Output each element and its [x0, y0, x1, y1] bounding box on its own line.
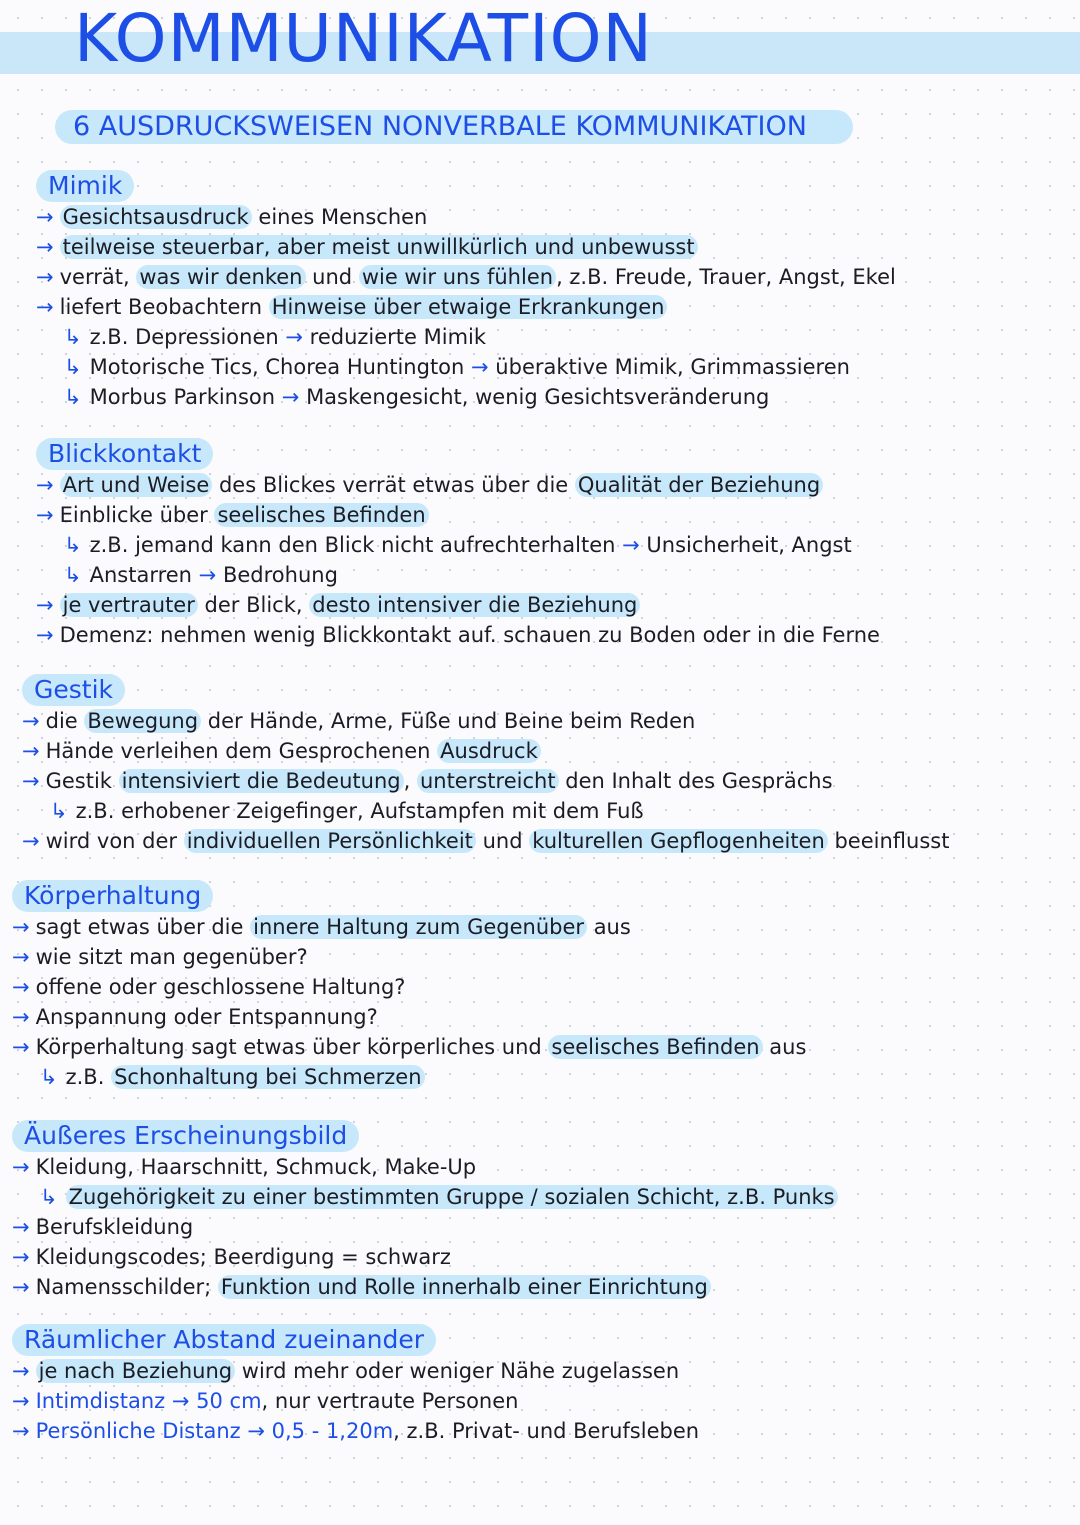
arrow-right-icon: → [36, 235, 54, 259]
hook-arrow-icon: ↳ [50, 799, 68, 823]
note-line [36, 620, 880, 650]
arrow-right-icon: → [12, 1005, 30, 1029]
note-line [12, 1386, 699, 1416]
note-text: Motorische Tics, Chorea Huntington [89, 355, 472, 379]
note-text: den Inhalt des Gesprächs [558, 769, 833, 793]
note-line [12, 1356, 699, 1386]
section-koerperhaltung [12, 880, 806, 1092]
note-line [22, 826, 949, 856]
arrow-right-icon: → [12, 945, 30, 969]
note-text: Namensschilder; [35, 1275, 218, 1299]
note-text: Anspannung oder Entspannung? [35, 1005, 378, 1029]
note-text: reduzierte Mimik [302, 325, 487, 349]
hook-arrow-icon: ↳ [64, 533, 82, 557]
note-text: z.B. erhobener Zeigefinger, Aufstampfen mit dem Fuß [75, 799, 644, 823]
section-heading: Äußeres Erscheinungsbild [12, 1120, 359, 1152]
highlighted-text: je vertrauter [60, 593, 198, 617]
note-line [36, 500, 880, 530]
note-text: , z.B. Freude, Trauer, Angst, Ekel [556, 265, 896, 289]
section-heading: Gestik [22, 674, 125, 706]
highlighted-text: innere Haltung zum Gegenüber [250, 915, 587, 939]
note-text: → [622, 533, 640, 557]
arrow-right-icon: → [22, 739, 40, 763]
note-text: z.B. Depressionen [89, 325, 286, 349]
note-line [12, 942, 806, 972]
section-lines [36, 470, 880, 650]
note-text: Anstarren [89, 563, 199, 587]
arrow-right-icon: → [12, 915, 30, 939]
note-text: Demenz: nehmen wenig Blickkontakt auf. schauen zu Boden oder in die Ferne [59, 623, 880, 647]
note-text: Maskengesicht, wenig Gesichtsveränderung [299, 385, 770, 409]
note-subline [12, 1062, 806, 1092]
note-text: Persönliche Distanz → 0,5 - 1,20m [35, 1419, 394, 1443]
note-text: Unsicherheit, Angst [639, 533, 852, 557]
highlighted-text: wie wir uns fühlen [359, 265, 556, 289]
note-text: und [475, 829, 530, 853]
note-line [12, 1152, 838, 1182]
section-lines [22, 706, 949, 856]
note-line [36, 232, 896, 262]
note-text: z.B. [65, 1065, 112, 1089]
note-text: liefert Beobachtern [59, 295, 269, 319]
highlighted-text: seelisches Befinden [548, 1035, 762, 1059]
arrow-right-icon: → [12, 1419, 30, 1443]
section-aeusseres-erscheinungsbild [12, 1120, 838, 1302]
note-subline [22, 796, 949, 826]
section-lines [36, 202, 896, 412]
hook-arrow-icon: ↳ [40, 1065, 58, 1089]
note-text: Morbus Parkinson [89, 385, 282, 409]
highlighted-text: was wir denken [136, 265, 305, 289]
note-line [36, 202, 896, 232]
note-subline [36, 322, 896, 352]
highlighted-text: Qualität der Beziehung [575, 473, 823, 497]
note-text: Kleidungscodes; Beerdigung = schwarz [35, 1245, 451, 1269]
arrow-right-icon: → [12, 1155, 30, 1179]
arrow-right-icon: → [22, 709, 40, 733]
note-text: Hände verleihen dem Gesprochenen [45, 739, 438, 763]
note-line [22, 766, 949, 796]
note-text: , [403, 769, 417, 793]
note-text: sagt etwas über die [35, 915, 251, 939]
highlighted-text: kulturellen Gepflogenheiten [529, 829, 828, 853]
arrow-right-icon: → [12, 1215, 30, 1239]
hook-arrow-icon: ↳ [64, 385, 82, 409]
section-heading: Räumlicher Abstand zueinander [12, 1324, 436, 1356]
highlighted-text: je nach Beziehung [36, 1359, 236, 1383]
arrow-right-icon: → [22, 829, 40, 853]
arrow-right-icon: → [22, 769, 40, 793]
highlighted-text: unterstreicht [417, 769, 559, 793]
arrow-right-icon: → [36, 295, 54, 319]
section-gestik [22, 674, 949, 856]
note-text: → [198, 563, 217, 587]
note-line [36, 262, 896, 292]
note-text: z.B. jemand kann den Blick nicht aufrechterhalten [89, 533, 623, 557]
note-text: die [45, 709, 85, 733]
note-line [36, 590, 880, 620]
hook-arrow-icon: ↳ [64, 325, 82, 349]
note-text: des Blickes verrät etwas über die [212, 473, 575, 497]
note-line [12, 972, 806, 1002]
note-text: → [285, 325, 303, 349]
note-line [22, 706, 949, 736]
highlighted-text: seelisches Befinden [214, 503, 428, 527]
section-lines [12, 1356, 699, 1446]
note-line [12, 1002, 806, 1032]
arrow-right-icon: → [36, 503, 54, 527]
section-lines [12, 912, 806, 1092]
section-blickkontakt [36, 438, 880, 650]
note-text: aus [587, 915, 631, 939]
highlighted-text: Bewegung [84, 709, 201, 733]
note-text: , z.B. Privat- und Berufsleben [393, 1419, 700, 1443]
note-line [36, 292, 896, 322]
note-text: , nur vertraute Personen [261, 1389, 519, 1413]
arrow-right-icon: → [36, 265, 54, 289]
section-mimik [36, 170, 896, 412]
arrow-right-icon: → [12, 1359, 30, 1383]
arrow-right-icon: → [12, 1035, 30, 1059]
note-text: eines Menschen [251, 205, 428, 229]
note-subline [36, 352, 896, 382]
note-line [12, 1416, 699, 1446]
note-text: Einblicke über [59, 503, 215, 527]
note-text: Gestik [45, 769, 119, 793]
arrow-right-icon: → [12, 1275, 30, 1299]
note-text: wird von der [45, 829, 184, 853]
hook-arrow-icon: ↳ [64, 563, 82, 587]
section-raeumlicher-abstand [12, 1324, 699, 1446]
note-text: Bedrohung [216, 563, 338, 587]
section-heading: Körperhaltung [12, 880, 213, 912]
hook-arrow-icon: ↳ [64, 355, 82, 379]
page-subtitle: 6 AUSDRUCKSWEISEN NONVERBALE KOMMUNIKATION [55, 110, 853, 144]
arrow-right-icon: → [36, 473, 54, 497]
note-text: Körperhaltung sagt etwas über körperliches und [35, 1035, 549, 1059]
note-text: wie sitzt man gegenüber? [35, 945, 308, 969]
note-text: Berufskleidung [35, 1215, 194, 1239]
note-line [36, 470, 880, 500]
note-text: überaktive Mimik, Grimmassieren [488, 355, 850, 379]
highlighted-text: Ausdruck [437, 739, 541, 763]
highlighted-text: Zugehörigkeit zu einer bestimmten Gruppe / sozialen Schicht, z.B. Punks [66, 1185, 838, 1209]
note-text: aus [762, 1035, 807, 1059]
highlighted-text: Funktion und Rolle innerhalb einer Einrichtung [218, 1275, 711, 1299]
note-text: Kleidung, Haarschnitt, Schmuck, Make-Up [35, 1155, 477, 1179]
note-text: und [305, 265, 359, 289]
highlighted-text: teilweise steuerbar, aber meist unwillkürlich und unbewusst [60, 235, 698, 259]
note-line [12, 1272, 838, 1302]
note-text: der Hände, Arme, Füße und Beine beim Reden [201, 709, 696, 733]
note-subline [36, 560, 880, 590]
arrow-right-icon: → [12, 975, 30, 999]
arrow-right-icon: → [12, 1245, 30, 1269]
highlighted-text: Art und Weise [60, 473, 213, 497]
arrow-right-icon: → [36, 593, 54, 617]
page-title: KOMMUNIKATION [74, 0, 653, 77]
highlighted-text: Hinweise über etwaige Erkrankungen [269, 295, 668, 319]
note-text: Intimdistanz → 50 cm [35, 1389, 262, 1413]
highlighted-text: individuellen Persönlichkeit [184, 829, 476, 853]
note-line [12, 912, 806, 942]
note-text: → [281, 385, 300, 409]
section-heading: Mimik [36, 170, 134, 202]
note-subline [12, 1182, 838, 1212]
note-line [12, 1032, 806, 1062]
highlighted-text: Schonhaltung bei Schmerzen [111, 1065, 424, 1089]
note-text: offene oder geschlossene Haltung? [35, 975, 406, 999]
section-heading: Blickkontakt [36, 438, 213, 470]
note-line [12, 1212, 838, 1242]
note-text: wird mehr oder weniger Nähe zugelassen [235, 1359, 680, 1383]
arrow-right-icon: → [12, 1389, 30, 1413]
note-line [12, 1242, 838, 1272]
note-text: verrät, [59, 265, 137, 289]
note-subline [36, 530, 880, 560]
arrow-right-icon: → [36, 623, 54, 647]
highlighted-text: Gesichtsausdruck [60, 205, 252, 229]
hook-arrow-icon: ↳ [40, 1185, 58, 1209]
note-text: beeinflusst [827, 829, 950, 853]
section-lines [12, 1152, 838, 1302]
arrow-right-icon: → [36, 205, 54, 229]
note-subline [36, 382, 896, 412]
highlighted-text: desto intensiver die Beziehung [309, 593, 640, 617]
note-text: der Blick, [197, 593, 310, 617]
note-text: → [471, 355, 489, 379]
note-line [22, 736, 949, 766]
highlighted-text: intensiviert die Bedeutung [119, 769, 404, 793]
